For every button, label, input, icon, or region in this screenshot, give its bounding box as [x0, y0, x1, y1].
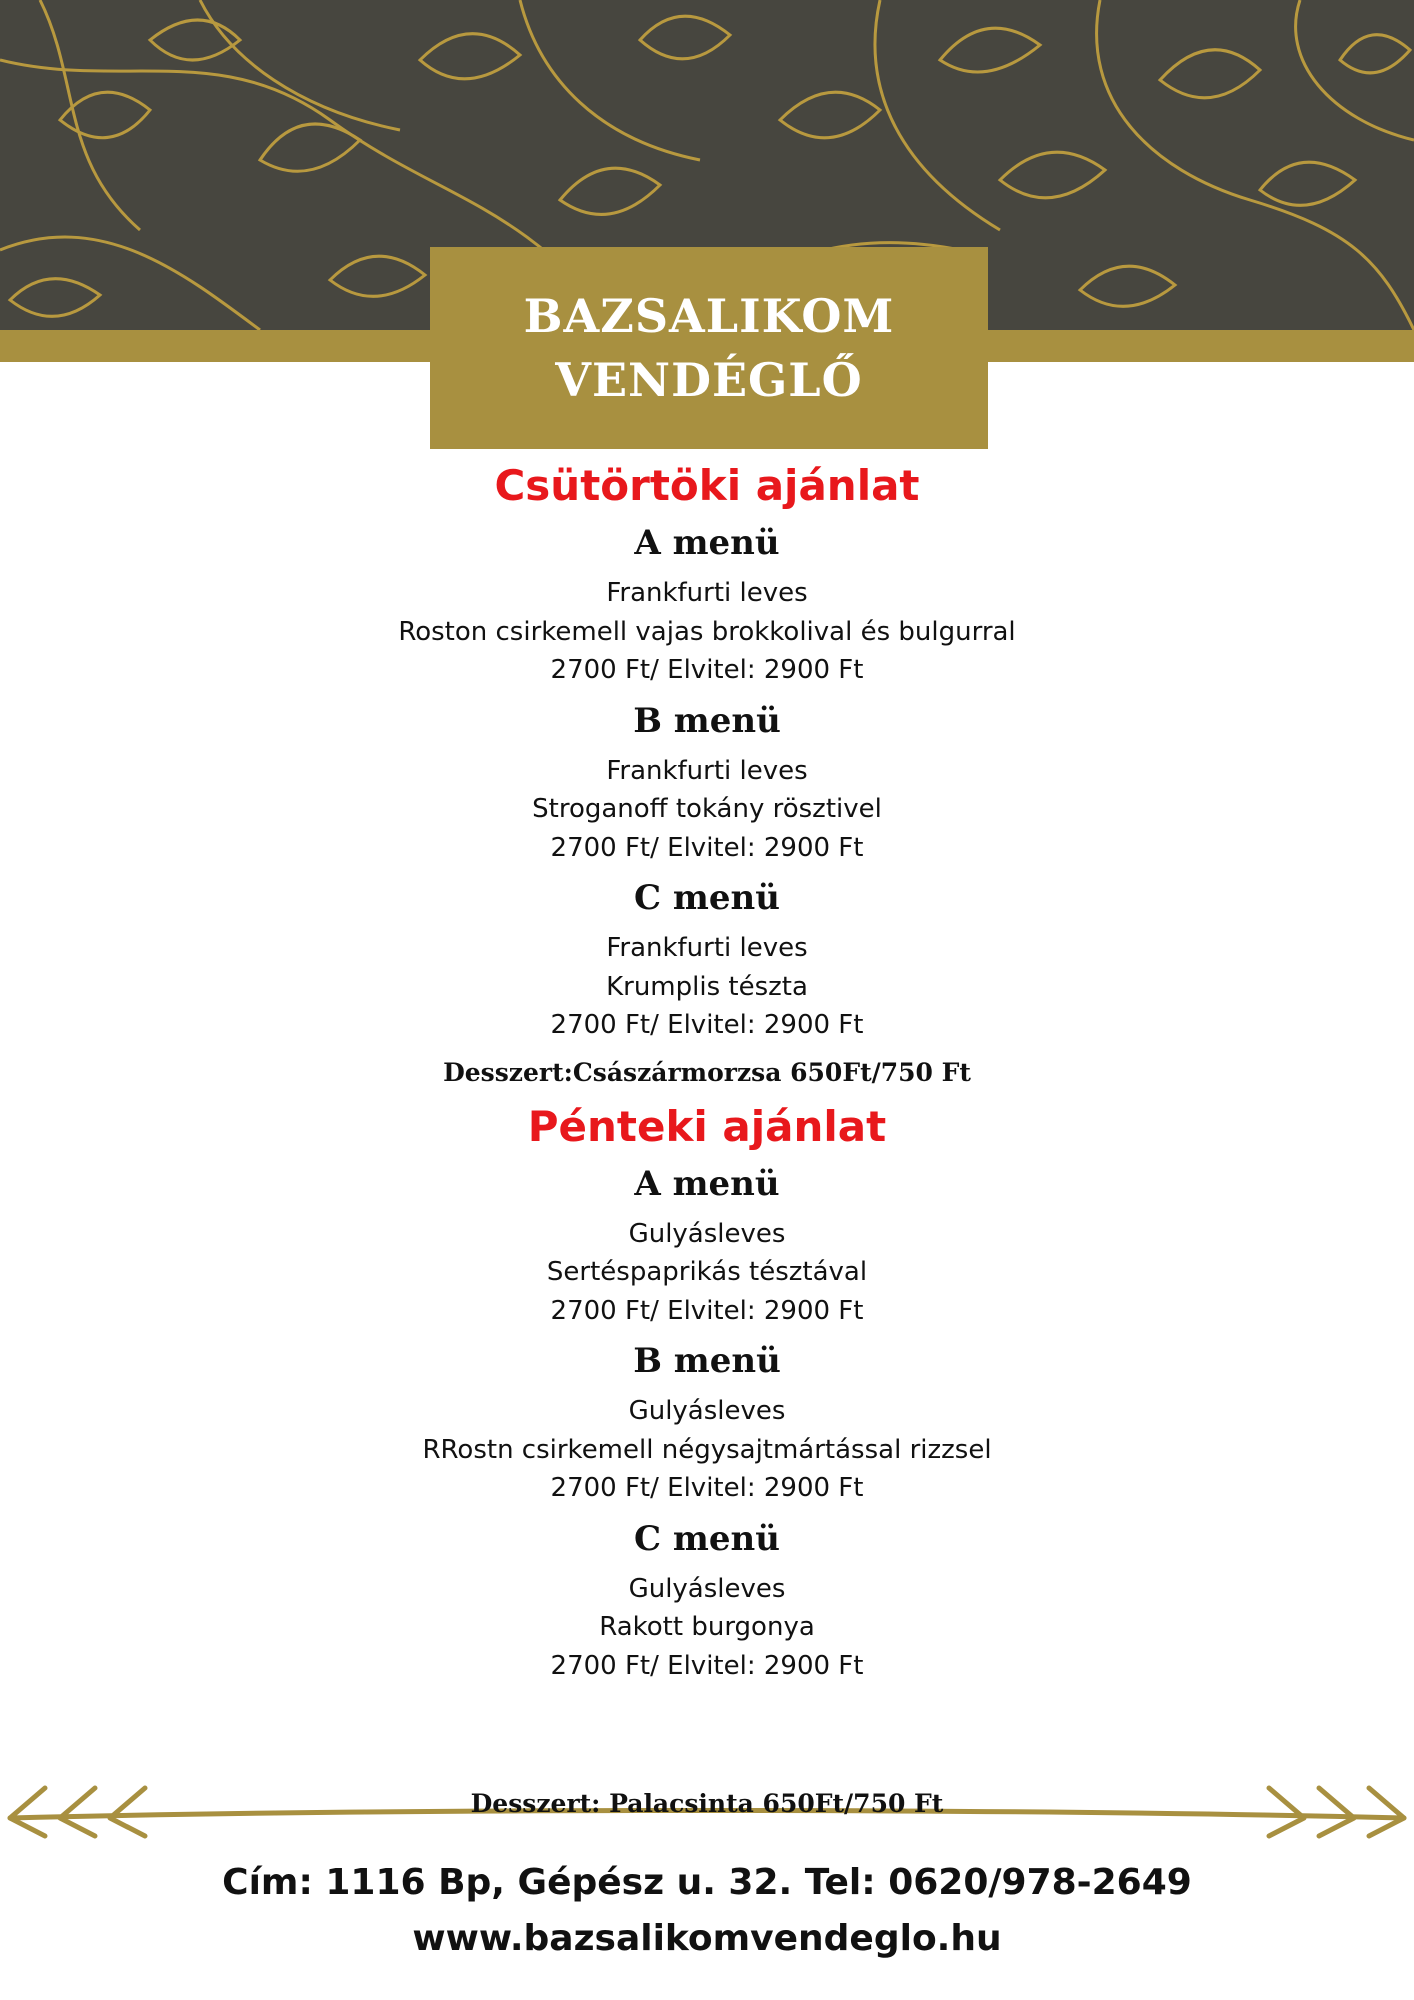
menu-main: Stroganoff tokány rösztivel: [532, 794, 882, 824]
menu-price: 2700 Ft/ Elvitel: 2900 Ft: [550, 1473, 864, 1503]
menu-soup: Frankfurti leves: [606, 755, 808, 786]
menu-price: 2700 Ft/ Elvitel: 2900 Ft: [550, 832, 864, 863]
friday-heading: Pénteki ajánlat: [527, 1101, 887, 1151]
friday-menu-a: [0, 1161, 1414, 1331]
friday-menu-b: [0, 1338, 1414, 1508]
menu-title: B menü: [633, 700, 781, 741]
friday-menu-c: [0, 1516, 1414, 1686]
menu-main: Krumplis tészta: [606, 971, 808, 1002]
menu-title: A menü: [634, 523, 780, 563]
menu-price: 2700 Ft/ Elvitel: 2900 Ft: [550, 1650, 864, 1681]
menu-title: C menü: [634, 1518, 780, 1559]
restaurant-name-line1: BAZSALIKOM: [523, 289, 895, 343]
menu-soup: Frankfurti leves: [606, 578, 808, 608]
thursday-dessert: Desszert:Császármorzsa 650Ft/750 Ft: [443, 1057, 971, 1087]
menu-soup: Gulyásleves: [628, 1218, 786, 1249]
friday-dessert: Desszert: Palacsinta 650Ft/750 Ft: [470, 1789, 944, 1818]
footer-website[interactable]: www.bazsalikomvendeglo.hu: [412, 1918, 1002, 1959]
footer-address: Cím: 1116 Bp, Gépész u. 32. Tel: 0620/978-2649: [222, 1862, 1192, 1903]
menu-main: Sertéspaprikás tésztával: [546, 1257, 868, 1287]
restaurant-name-line2: VENDÉGLŐ: [555, 353, 863, 407]
menu-content: [0, 452, 1414, 1693]
menu-main: Roston csirkemell vajas brokkolival és bulgurral: [398, 616, 1016, 647]
thursday-menu-b: [0, 698, 1414, 868]
menu-title: C menü: [634, 878, 780, 918]
restaurant-title-box: [430, 247, 988, 449]
menu-title: A menü: [634, 1163, 780, 1204]
menu-soup: Gulyásleves: [628, 1573, 786, 1604]
menu-soup: Frankfurti leves: [606, 933, 808, 963]
menu-price: 2700 Ft/ Elvitel: 2900 Ft: [550, 1010, 864, 1040]
menu-soup: Gulyásleves: [628, 1396, 786, 1426]
footer: [0, 1855, 1414, 1967]
thursday-menu-a: [0, 520, 1414, 690]
menu-title: B menü: [633, 1341, 781, 1381]
menu-price: 2700 Ft/ Elvitel: 2900 Ft: [550, 655, 864, 685]
menu-price: 2700 Ft/ Elvitel: 2900 Ft: [550, 1295, 864, 1326]
thursday-heading: Csütörtöki ajánlat: [494, 461, 920, 510]
menu-main: RRostn csirkemell négysajtmártással rizzsel: [422, 1434, 992, 1465]
thursday-menu-c: [0, 875, 1414, 1045]
menu-main: Rakott burgonya: [599, 1612, 815, 1642]
